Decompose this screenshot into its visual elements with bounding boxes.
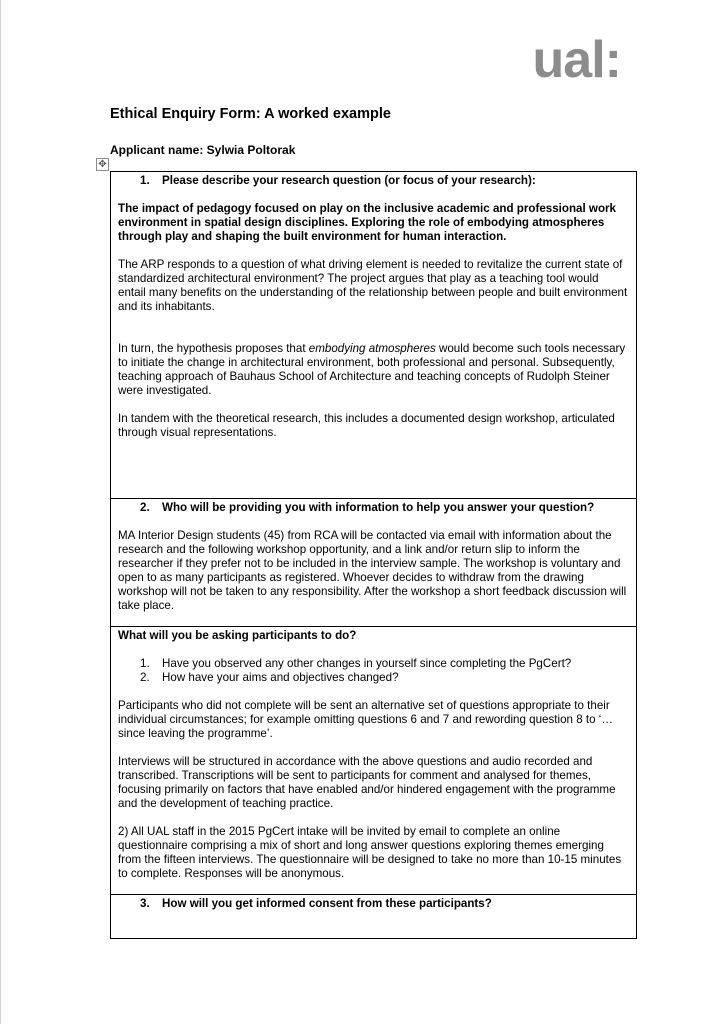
q2-paragraph: MA Interior Design students (45) from RCA will be contacted via email with information about the research and the following workshop opportunity, and a link and/or return slip to inform the researcher if they prefer not to be included in the interview sample. The workshop is voluntary and open to as many participants as registered. Whoever decides to withdraw from the drawing workshop will not be taken to any responsibility. After the workshop a short feedback discussion will take place. <box>118 529 627 612</box>
question-2-cell <box>111 499 636 627</box>
question-3-text: How will you get informed consent from these participants? <box>162 897 492 910</box>
list-item-number: 1. <box>140 657 150 670</box>
form-table <box>110 171 637 939</box>
question-3-cell <box>111 895 636 938</box>
question-1-text: Please describe your research question (or focus of your research): <box>162 174 536 187</box>
q1-paragraph-3: In tandem with the theoretical research, this includes a documented design workshop, articulated through visual representations. <box>118 412 615 439</box>
question-1-cell <box>111 172 636 499</box>
question-2-text: Who will be providing you with information to help you answer your question? <box>162 501 595 514</box>
list-item <box>118 657 629 671</box>
question-2-heading <box>118 501 629 515</box>
participants-task-heading: What will you be asking participants to do? <box>118 629 357 642</box>
task-paragraph-3: 2) All UAL staff in the 2015 PgCert intake will be invited by email to complete an online questionnaire comprising a mix of short and long answer questions exploring themes emerging from the fifteen interviews. The questionnaire will be designed to take no more than 10-15 minutes to complete. Responses will be anonymous. <box>118 825 622 880</box>
ual-logo: ual: <box>532 31 621 89</box>
page-edge <box>0 0 1 1024</box>
table-move-handle-icon[interactable]: ✥ <box>96 158 109 171</box>
task-paragraph-1: Participants who did not complete will be sent an alternative set of questions appropriate to their individual circumstances; for example omitting questions 6 and 7 and rewording question 8 to ‘…since leaving the programme’. <box>118 699 613 740</box>
question-2-number: 2. <box>140 501 150 514</box>
q1-paragraph-1: The ARP responds to a question of what driving element is needed to revitalize the current state of standardized architectural environment? The project argues that play as a teaching tool would entail many benefits on the understanding of the relationship between people and built environment and its inhabitants. <box>118 258 628 313</box>
question-1-number: 1. <box>140 174 150 187</box>
question-3-number: 3. <box>140 897 150 910</box>
applicant-name: Applicant name: Sylwia Poltorak <box>110 143 296 157</box>
list-item-number: 2. <box>140 671 150 684</box>
participants-task-cell <box>111 627 636 895</box>
list-item-text: How have your aims and objectives changed? <box>162 671 399 684</box>
question-1-heading <box>118 174 629 188</box>
question-3-heading <box>118 897 629 911</box>
list-item <box>118 671 629 685</box>
list-item-text: Have you observed any other changes in yourself since completing the PgCert? <box>162 657 572 670</box>
page-title: Ethical Enquiry Form: A worked example <box>110 106 391 122</box>
interview-questions-list <box>118 657 629 685</box>
q1-paragraph-2-start: In turn, the hypothesis proposes that <box>118 342 309 355</box>
q1-paragraph-2 <box>118 342 629 398</box>
research-title: The impact of pedagogy focused on play on the inclusive academic and professional work environment in spatial design disciplines. Exploring the role of embodying atmospheres through play and shaping the built environment for human interaction. <box>118 202 616 243</box>
q1-paragraph-2-italic: embodying atmospheres <box>308 342 436 355</box>
q1-paragraph-2-end: would become such tools necessary to initiate the change in architectural environment, both professional and personal. Subsequently, teaching approach of Bauhaus School of Architecture and teaching concepts of Rudolph Steiner were investigated. <box>118 342 626 397</box>
task-paragraph-2: Interviews will be structured in accordance with the above questions and audio recorded and transcribed. Transcriptions will be sent to participants for comment and analysed for themes, focusing primarily on factors that have enabled and/or hindered engagement with the programme and the development of teaching practice. <box>118 755 616 810</box>
